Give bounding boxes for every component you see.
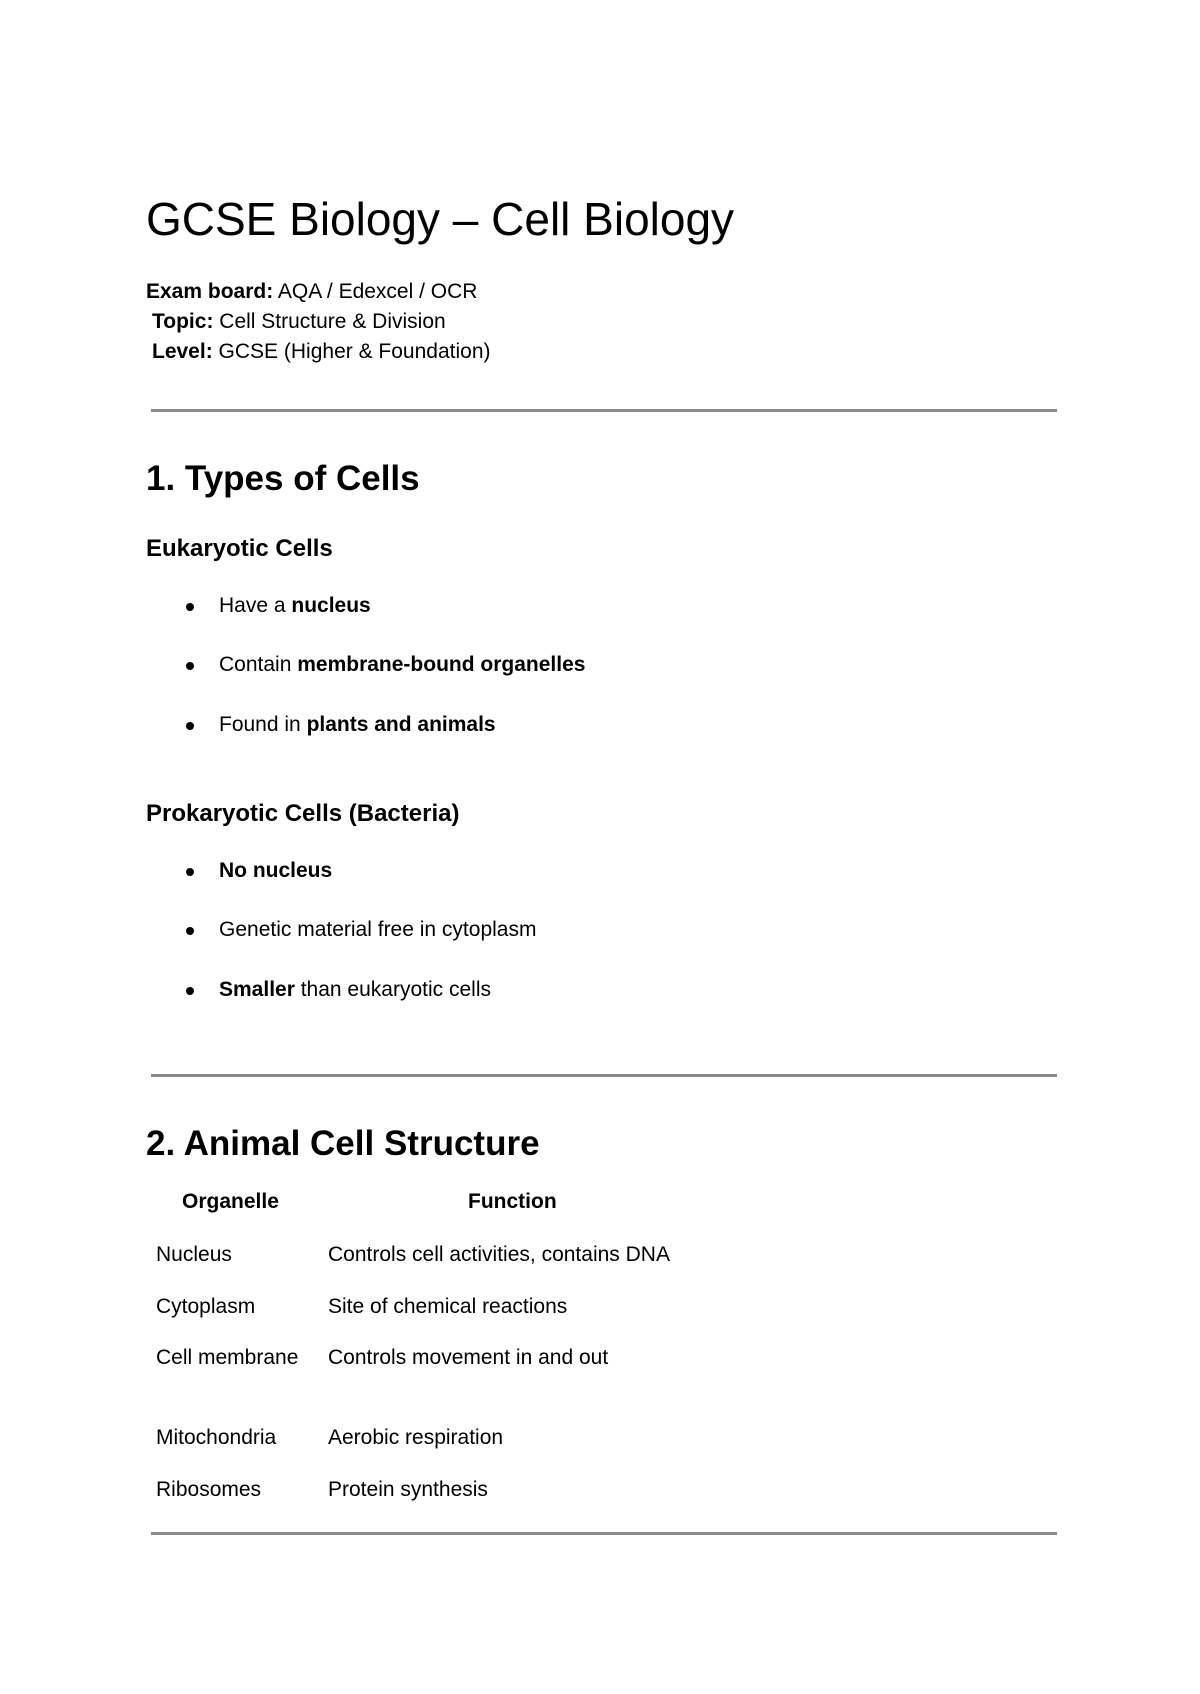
bullet-icon <box>186 868 194 876</box>
bullet-bold-text: plants and animals <box>306 713 496 736</box>
meta-level <box>152 337 491 367</box>
table-cell-function: Protein synthesis <box>328 1478 488 1501</box>
table-header-organelle: Organelle <box>182 1190 279 1213</box>
bullet-icon <box>186 722 194 730</box>
bullet-bold-text: No nucleus <box>219 859 333 882</box>
page-title: GCSE Biology – Cell Biology <box>146 193 735 245</box>
list-item <box>187 650 586 680</box>
table-cell-organelle: Cytoplasm <box>156 1295 256 1318</box>
table-cell-organelle: Nucleus <box>156 1243 232 1266</box>
table-cell-organelle: Cell membrane <box>156 1346 299 1369</box>
bullet-text: Genetic material free in cytoplasm <box>219 918 537 941</box>
bullet-icon <box>186 603 194 611</box>
table-cell-function: Controls cell activities, contains DNA <box>328 1243 670 1266</box>
meta-key: Level: <box>152 340 213 363</box>
bullet-icon <box>186 987 194 995</box>
bullet-text: Contain <box>219 653 298 676</box>
bullet-bold-text: nucleus <box>291 594 371 617</box>
list-item <box>187 915 537 945</box>
horizontal-rule <box>151 409 1057 412</box>
list-item <box>187 710 496 740</box>
bullet-icon <box>186 662 194 670</box>
list-item <box>187 591 371 621</box>
table-cell-function: Aerobic respiration <box>328 1426 504 1449</box>
bullet-icon <box>186 927 194 935</box>
horizontal-rule <box>151 1532 1057 1535</box>
bullet-text: Have a <box>219 594 292 617</box>
meta-topic <box>152 307 446 337</box>
horizontal-rule <box>151 1074 1057 1077</box>
list-item <box>187 856 333 886</box>
section-heading-types-of-cells: 1. Types of Cells <box>146 459 420 498</box>
table-cell-organelle: Mitochondria <box>156 1426 277 1449</box>
meta-key: Exam board: <box>146 280 274 303</box>
meta-key: Topic: <box>152 310 214 333</box>
section-heading-animal-cell-structure: 2. Animal Cell Structure <box>146 1124 540 1163</box>
bullet-bold-text: membrane-bound organelles <box>297 653 586 676</box>
meta-value: Cell Structure & Division <box>213 310 446 333</box>
table-header-function: Function <box>468 1190 557 1213</box>
subheading-prokaryotic: Prokaryotic Cells (Bacteria) <box>146 800 460 827</box>
table-cell-function: Site of chemical reactions <box>328 1295 568 1318</box>
table-cell-function: Controls movement in and out <box>328 1346 609 1369</box>
table-cell-organelle: Ribosomes <box>156 1478 262 1501</box>
bullet-bold-text: Smaller <box>219 978 295 1001</box>
meta-exam-board <box>146 277 477 307</box>
meta-value: AQA / Edexcel / OCR <box>273 280 478 303</box>
subheading-eukaryotic: Eukaryotic Cells <box>146 535 333 562</box>
bullet-text: Found in <box>219 713 307 736</box>
meta-value: GCSE (Higher & Foundation) <box>212 340 491 363</box>
list-item <box>187 975 491 1005</box>
bullet-text: than eukaryotic cells <box>294 978 491 1001</box>
